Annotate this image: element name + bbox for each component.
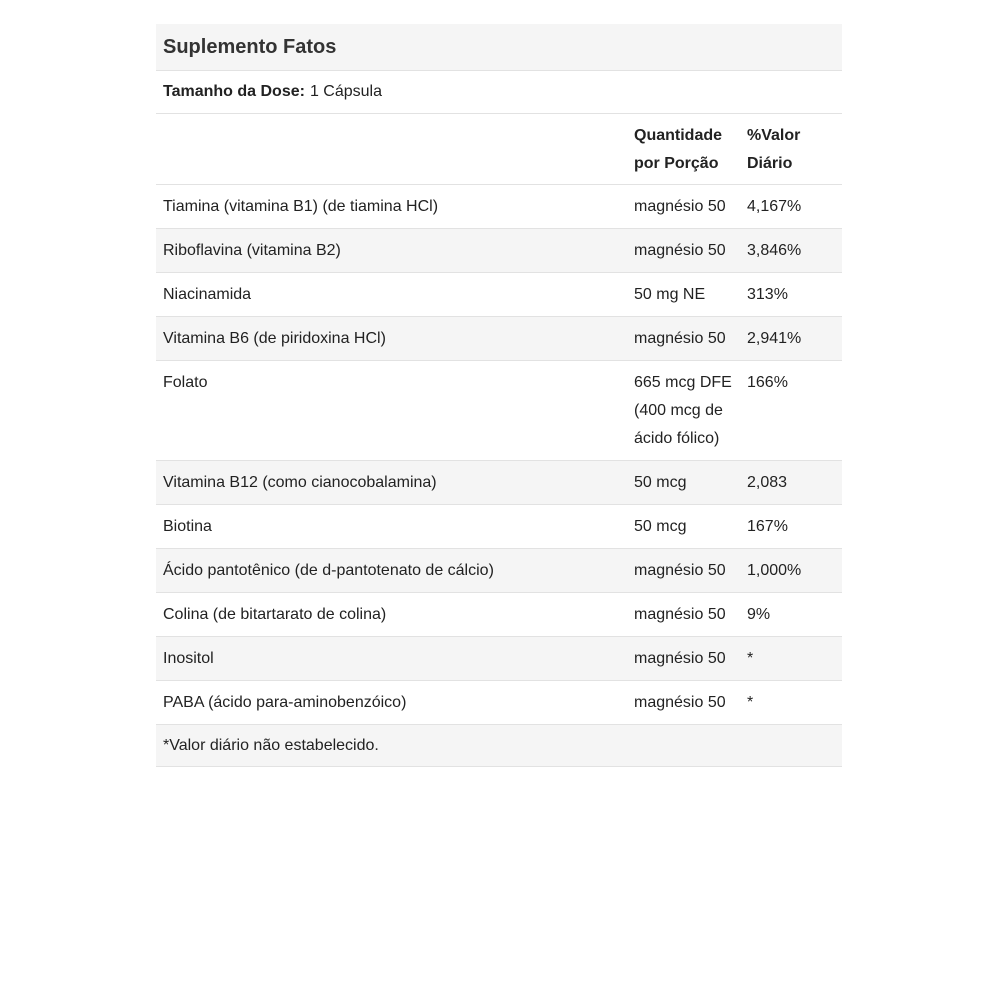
nutrient-cell: Riboflavina (vitamina B2) <box>156 229 627 273</box>
amount-cell: magnésio 50 <box>627 681 740 725</box>
amount-cell: 50 mcg <box>627 505 740 549</box>
table-body <box>156 185 842 725</box>
nutrient-cell: Inositol <box>156 637 627 681</box>
table-row <box>156 229 842 273</box>
daily-value-cell: 166% <box>740 361 842 461</box>
nutrient-cell: Colina (de bitartarato de colina) <box>156 593 627 637</box>
amount-cell: 665 mcg DFE (400 mcg de ácido fólico) <box>627 361 740 461</box>
header-daily-value: %Valor Diário <box>740 114 842 185</box>
amount-cell: 50 mcg <box>627 461 740 505</box>
table-row <box>156 593 842 637</box>
amount-cell: 50 mg NE <box>627 273 740 317</box>
nutrient-cell: Biotina <box>156 505 627 549</box>
daily-value-cell: 9% <box>740 593 842 637</box>
nutrient-cell: Tiamina (vitamina B1) (de tiamina HCl) <box>156 185 627 229</box>
amount-cell: magnésio 50 <box>627 317 740 361</box>
daily-value-cell: * <box>740 637 842 681</box>
footnote: *Valor diário não estabelecido. <box>156 725 842 767</box>
table-row <box>156 681 842 725</box>
daily-value-cell: 2,083 <box>740 461 842 505</box>
amount-cell: magnésio 50 <box>627 229 740 273</box>
panel-title: Suplemento Fatos <box>156 24 842 71</box>
table-row <box>156 361 842 461</box>
nutrient-cell: Ácido pantotênico (de d-pantotenato de cálcio) <box>156 549 627 593</box>
header-nutrient <box>156 114 627 185</box>
table-row <box>156 637 842 681</box>
daily-value-cell: 313% <box>740 273 842 317</box>
nutrient-cell: PABA (ácido para-aminobenzóico) <box>156 681 627 725</box>
table-row <box>156 549 842 593</box>
daily-value-cell: * <box>740 681 842 725</box>
table-header-row <box>156 114 842 185</box>
amount-cell: magnésio 50 <box>627 637 740 681</box>
table-row <box>156 317 842 361</box>
table-row <box>156 185 842 229</box>
daily-value-cell: 3,846% <box>740 229 842 273</box>
amount-cell: magnésio 50 <box>627 185 740 229</box>
nutrient-cell: Vitamina B12 (como cianocobalamina) <box>156 461 627 505</box>
serving-size-row <box>156 71 842 114</box>
daily-value-cell: 4,167% <box>740 185 842 229</box>
supplement-facts-table <box>156 114 842 725</box>
amount-cell: magnésio 50 <box>627 593 740 637</box>
table-row <box>156 505 842 549</box>
nutrient-cell: Folato <box>156 361 627 461</box>
nutrient-cell: Niacinamida <box>156 273 627 317</box>
serving-size-value: 1 Cápsula <box>309 83 382 100</box>
table-row <box>156 273 842 317</box>
serving-size-label: Tamanho da Dose: <box>163 83 305 100</box>
daily-value-cell: 167% <box>740 505 842 549</box>
daily-value-cell: 1,000% <box>740 549 842 593</box>
header-amount: Quantidade por Porção <box>627 114 740 185</box>
supplement-facts-panel <box>156 24 842 767</box>
table-row <box>156 461 842 505</box>
daily-value-cell: 2,941% <box>740 317 842 361</box>
nutrient-cell: Vitamina B6 (de piridoxina HCl) <box>156 317 627 361</box>
amount-cell: magnésio 50 <box>627 549 740 593</box>
